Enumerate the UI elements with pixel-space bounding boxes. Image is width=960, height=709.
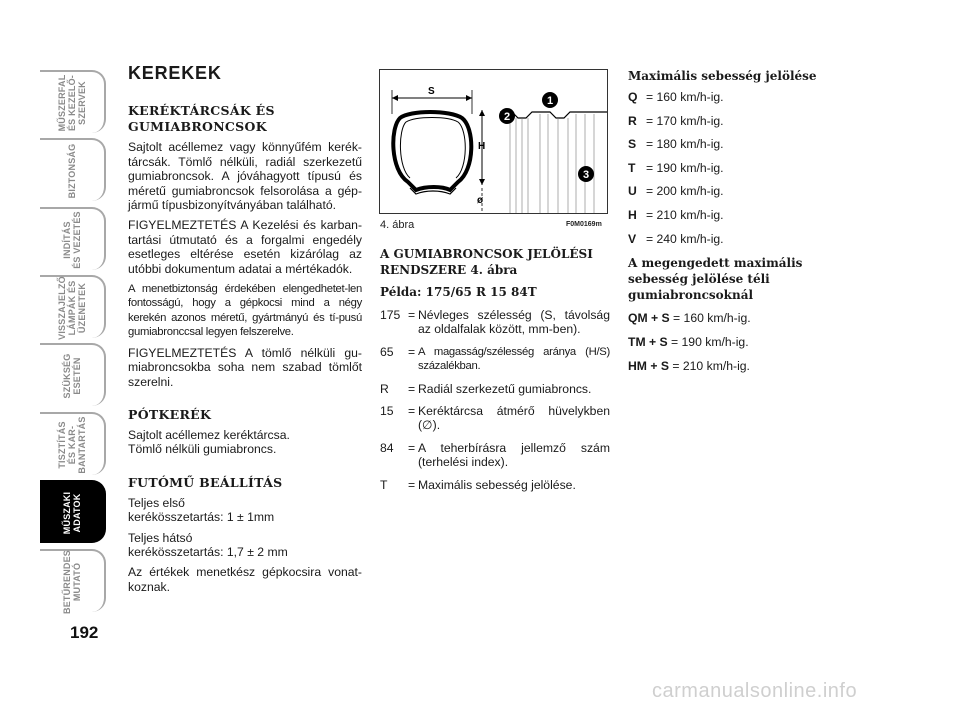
paragraph: kerékösszetartás: 1,7 ± 2 mm [128, 544, 288, 559]
speed-row: S = 180 km/h-ig. [628, 137, 724, 152]
speed-row: R = 170 km/h-ig. [628, 113, 724, 128]
winter-row: QM + S = 160 km/h-ig. [628, 311, 751, 326]
paragraph: Sajtolt acéllemez keréktárcsa. [128, 427, 290, 442]
warning-paragraph: FIGYELMEZTETÉS A tömlő nélküli gu-miabroncsokba soha nem szabad tömlőt szerelni. [128, 345, 362, 389]
paragraph: A menetbiztonság érdekében elengedhetet-len fontosságú, hogy a gépkocsi mind a négy kerekén azonos méretű, gyártmányú és tí-pusú gumiabronccsal legyen felszerelve. [128, 283, 362, 339]
definition-row: 15 = Keréktárcsa átmérő hüvelykben (∅). [380, 404, 610, 433]
tab-label: SZÜKSÉG ESETÉN [62, 353, 82, 398]
tab-label: MŰSZERFAL ÉS KEZELŐ- SZERVEK [57, 74, 87, 131]
marker-2: 2 [503, 111, 511, 123]
section-heading-spare: PÓTKERÉK [128, 406, 212, 422]
marker-1: 1 [546, 95, 554, 107]
paragraph: Sajtolt acéllemez vagy könnyűfém kerék-tárcsák. Tömlő nélküli, radiál szerkezetű gumiabroncsok. A jóváhagyott típusú és méretű gumiabroncsok felsorolása a gép-jármű típusbizonyítványában található. [128, 140, 362, 213]
tire-marking-heading: A GUMIABRONCSOK JELÖLÉSI RENDSZERE 4. ábra [380, 247, 593, 277]
speed-row: Q = 160 km/h-ig. [628, 90, 724, 104]
definition-row: R = Radiál szerkezetű gumiabroncs. [380, 381, 592, 396]
page-number: 192 [70, 623, 99, 642]
label-s: S [428, 86, 435, 97]
tab-muszaki-adatok[interactable] [40, 480, 106, 543]
figure-code: F0M0169m [566, 221, 602, 228]
definition-row: T = Maximális sebesség jelölése. [380, 477, 576, 492]
tab-label: INDÍTÁS ÉS VEZETÉS [62, 210, 82, 269]
winter-heading: A megengedett maximális sebesség jelölése téli gumiabroncsoknál [628, 256, 803, 303]
tab-label: MŰSZAKI ADATOK [62, 491, 82, 534]
definition-row: 65 = A magasság/szélesség aránya (H/S) százalékban. [380, 344, 610, 373]
watermark: carmanualsonline.info [652, 680, 858, 702]
section-heading-alignment: FUTÓMŰ BEÁLLÍTÁS [128, 474, 283, 490]
tire-example: Példa: 175/65 R 15 84T [380, 285, 537, 299]
tab-label: BETŰRENDES MUTATÓ [62, 549, 82, 614]
section-heading-wheels: KERÉKTÁRCSÁK ÉS GUMIABRONCSOK [128, 103, 275, 135]
speed-row: H = 210 km/h-ig. [628, 207, 724, 222]
speed-row: U = 200 km/h-ig. [628, 184, 724, 199]
tab-muszerfal[interactable] [40, 70, 106, 133]
tab-visszajelzo[interactable] [40, 275, 106, 338]
column-left [128, 63, 362, 600]
tab-beturendes[interactable] [40, 549, 106, 612]
paragraph: Az értékek menetkész gépkocsira vonat-koznak. [128, 565, 362, 594]
winter-row: TM + S = 190 km/h-ig. [628, 335, 749, 350]
definition-row: 84 = A teherbírásra jellemző szám (terhelési index). [380, 440, 610, 470]
definition-row: 175 = Névleges szélesség (S, távolság az oldalfalak között, mm-ben). [380, 308, 610, 337]
paragraph: Tömlő nélküli gumiabroncs. [128, 442, 277, 457]
tab-label: VISSZAJELZŐ LÁMPÁK ÉS ÜZENETEK [57, 275, 87, 340]
tab-inditas[interactable] [40, 207, 106, 270]
speed-heading: Maximális sebesség jelölése [628, 69, 817, 83]
page-title: KEREKEK [128, 63, 222, 83]
tab-szukseg[interactable] [40, 343, 106, 406]
tab-biztonsag[interactable] [40, 138, 106, 201]
tire-drawing [380, 70, 607, 213]
paragraph: Teljes hátsó [128, 530, 193, 545]
tab-tisztitas[interactable] [40, 412, 106, 475]
label-diameter: ø [477, 195, 484, 206]
winter-row: HM + S = 210 km/h-ig. [628, 359, 750, 374]
tab-label: BIZTONSÁG [67, 143, 77, 198]
tire-diagram [379, 69, 608, 214]
column-right [628, 68, 828, 383]
paragraph: Teljes első [128, 495, 185, 510]
paragraph: kerékösszetartás: 1 ± 1mm [128, 510, 275, 525]
column-middle [380, 246, 610, 500]
speed-row: T = 190 km/h-ig. [628, 160, 724, 175]
warning-paragraph: FIGYELMEZTETÉS A Kezelési és karban-tartási útmutató és a forgalmi engedély esetleges eltérése esetén kizárólag az utóbbi dokumentum adatai a mértékadók. [128, 218, 362, 276]
label-h: H [478, 141, 486, 152]
figure-caption: 4. ábra [380, 219, 415, 231]
speed-row: V = 240 km/h-ig. [628, 231, 724, 246]
marker-3: 3 [582, 169, 590, 181]
tab-label: TISZTÍTÁS ÉS KAR- BANTARTÁS [57, 415, 87, 474]
